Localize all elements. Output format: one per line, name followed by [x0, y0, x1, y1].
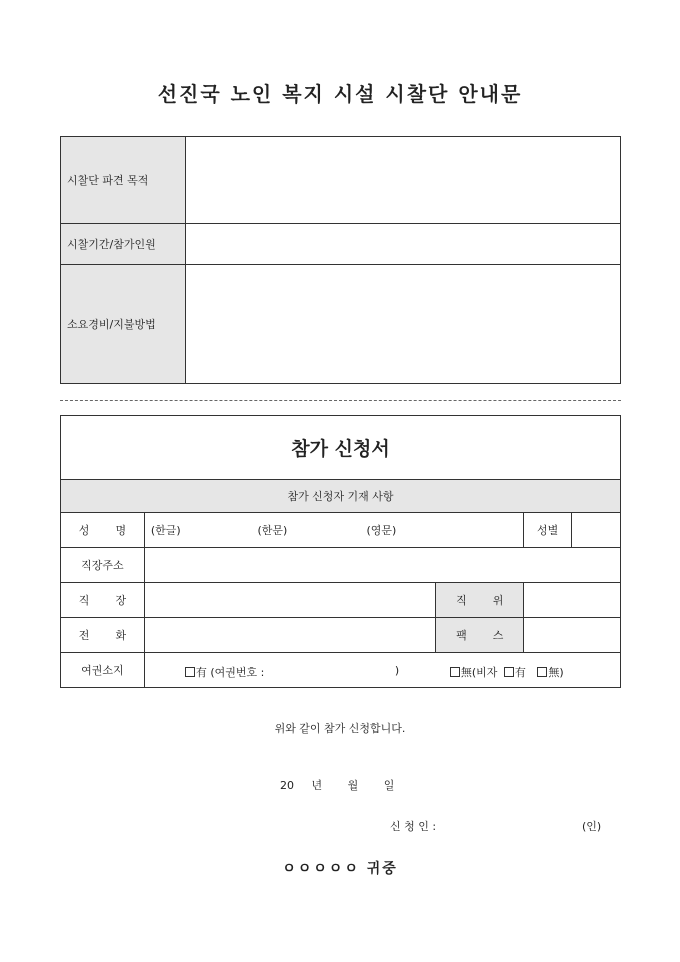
- visa-no-checkbox[interactable]: [537, 667, 547, 677]
- info-row-purpose: [61, 137, 621, 224]
- statement-text: 위와 같이 참가 신청합니다.: [274, 722, 406, 735]
- visa-no-label: 無): [548, 666, 564, 679]
- info-label: 시찰단 파견 목적: [61, 137, 186, 224]
- workplace-label: 직 장: [61, 583, 145, 618]
- info-row-cost: [61, 265, 621, 384]
- info-value-field[interactable]: [186, 137, 621, 224]
- visa-yes-checkbox[interactable]: [504, 667, 514, 677]
- month-label: 월: [347, 779, 359, 792]
- korean-name-label: (한글): [150, 524, 181, 537]
- seal-label: (인): [582, 820, 602, 833]
- info-value-field[interactable]: [186, 265, 621, 384]
- info-label: 소요경비/지불방법: [61, 265, 186, 384]
- address-label: 직장주소: [61, 548, 145, 583]
- cut-line-divider: [60, 400, 621, 401]
- passport-yes-label: 有 (여권번호 :: [195, 666, 265, 679]
- address-row: [61, 548, 621, 583]
- visa-yes-label: 有: [514, 666, 526, 679]
- phone-field[interactable]: [144, 618, 435, 653]
- info-table: [60, 136, 621, 384]
- fax-field[interactable]: [524, 618, 621, 653]
- date-line: [280, 777, 394, 793]
- hanja-name-label: (한문): [257, 524, 288, 537]
- fax-label: 팩 스: [436, 618, 524, 653]
- english-name-label: (영문): [366, 524, 397, 537]
- application-title: 참가 신청서: [61, 416, 621, 480]
- address-field[interactable]: [144, 548, 620, 583]
- passport-no-checkbox[interactable]: [450, 667, 460, 677]
- year-label: 년: [311, 779, 323, 792]
- info-label: 시찰기간/참가인원: [61, 224, 186, 265]
- application-form: [60, 415, 621, 688]
- workplace-field[interactable]: [144, 583, 435, 618]
- passport-no-label: 無(비자: [460, 666, 498, 679]
- gender-field[interactable]: [572, 513, 621, 548]
- passport-label: 여권소지: [61, 653, 145, 688]
- passport-row: [61, 653, 621, 688]
- applicant-label: 신 청 인 :: [390, 820, 437, 833]
- name-field[interactable]: [144, 513, 523, 548]
- workplace-row: [61, 583, 621, 618]
- day-label: 일: [383, 779, 395, 792]
- position-field[interactable]: [524, 583, 621, 618]
- passport-close-paren: ): [394, 664, 400, 677]
- position-label: 직 위: [436, 583, 524, 618]
- phone-row: [61, 618, 621, 653]
- year-prefix: 20: [280, 779, 294, 792]
- passport-yes-checkbox[interactable]: [185, 667, 195, 677]
- phone-label: 전 화: [61, 618, 145, 653]
- document-title: 선진국 노인 복지 시설 시찰단 안내문: [157, 82, 523, 106]
- info-value-field[interactable]: [186, 224, 621, 265]
- gender-label: 성별: [524, 513, 572, 548]
- application-subtitle: 참가 신청자 기재 사항: [61, 480, 621, 513]
- info-row-period: [61, 224, 621, 265]
- name-label: 성 명: [61, 513, 145, 548]
- name-row: [61, 513, 621, 548]
- recipient-line: ㅇㅇㅇㅇㅇ 귀중: [282, 861, 398, 877]
- passport-field[interactable]: [144, 653, 620, 688]
